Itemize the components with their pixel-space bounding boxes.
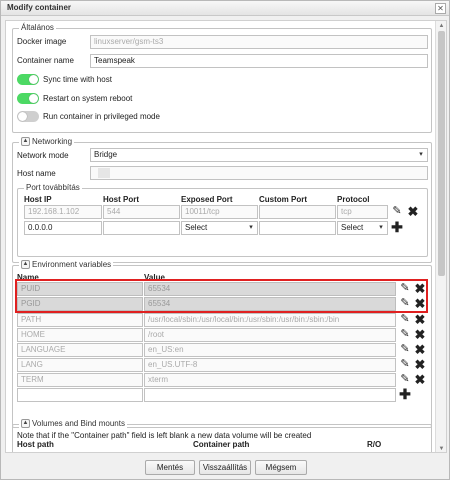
host-name-obscured [98, 168, 110, 178]
network-mode-label: Network mode [17, 151, 69, 160]
docker-image-label: Docker image [17, 37, 67, 46]
docker-image-field: linuxserver/gsm-ts3 [90, 35, 428, 49]
restart-label: Restart on system reboot [43, 94, 133, 103]
env-legend-text: Environment variables [32, 260, 112, 269]
env-value-language: en_US:en [144, 343, 396, 357]
port-host-ip: 192.168.1.102 [24, 205, 102, 219]
edit-icon[interactable]: ✎ [400, 282, 410, 294]
highlight-box [15, 279, 428, 313]
env-name-home: HOME [17, 328, 143, 342]
col-custom-port: Custom Port [259, 195, 307, 204]
scroll-thumb[interactable] [438, 31, 445, 276]
collapse-icon[interactable]: ▲ [22, 420, 29, 427]
privileged-toggle[interactable] [17, 111, 39, 122]
scroll-up-icon[interactable]: ▲ [438, 23, 445, 29]
host-name-label: Host name [17, 169, 56, 178]
env-legend [19, 260, 113, 269]
chevron-down-icon: ▾ [249, 224, 253, 231]
port-forward-legend: Port továbbítás [26, 183, 80, 192]
remove-icon[interactable]: ✖ [414, 296, 426, 311]
edit-icon[interactable]: ✎ [400, 358, 410, 370]
env-value-path: /usr/local/sbin:/usr/local/bin:/usr/sbin:/usr/bin:/sbin:/bin [144, 313, 396, 327]
volumes-legend [19, 419, 127, 428]
remove-icon[interactable]: ✖ [414, 357, 426, 372]
edit-icon[interactable]: ✎ [400, 373, 410, 385]
save-button[interactable]: Mentés [145, 460, 195, 475]
dialog-content [5, 20, 447, 453]
env-value-lang: en_US.UTF-8 [144, 358, 396, 372]
port-exposed-port: 10011/tcp [181, 205, 258, 219]
remove-icon[interactable]: ✖ [414, 327, 426, 342]
cancel-button[interactable]: Mégsem [255, 460, 307, 475]
exposed-select-value: Select [185, 223, 208, 232]
env-value-header: Value [144, 273, 165, 282]
vertical-scrollbar[interactable] [435, 21, 446, 453]
add-port-icon[interactable]: ✚ [391, 219, 403, 235]
port-host-port: 544 [103, 205, 180, 219]
env-value-pgid: 65534 [144, 297, 396, 311]
protocol-select-value: Select [341, 223, 364, 232]
collapse-icon[interactable]: ▲ [22, 138, 29, 145]
scroll-area [6, 21, 436, 453]
env-value-puid: 65534 [144, 282, 396, 296]
network-mode-select[interactable] [90, 148, 428, 162]
networking-legend [19, 137, 74, 146]
privileged-label: Run container in privileged mode [43, 112, 160, 121]
chevron-down-icon: ▾ [379, 224, 383, 231]
edit-icon[interactable]: ✎ [392, 205, 402, 217]
container-name-label: Container name [17, 56, 74, 65]
volumes-legend-text: Volumes and Bind mounts [32, 419, 125, 428]
new-env-name-input[interactable] [17, 388, 143, 402]
add-env-icon[interactable]: ✚ [399, 386, 411, 402]
port-protocol: tcp [337, 205, 388, 219]
volumes-note: Note that if the "Container path" field is left blank a new data volume will be created [17, 431, 312, 440]
revert-button[interactable]: Visszaállítás [199, 460, 251, 475]
env-name-puid: PUID [17, 282, 143, 296]
sync-time-label: Sync time with host [43, 75, 112, 84]
networking-legend-text: Networking [32, 137, 73, 146]
remove-icon[interactable]: ✖ [414, 312, 426, 327]
edit-icon[interactable]: ✎ [400, 297, 410, 309]
remove-icon[interactable]: ✖ [414, 372, 426, 387]
col-ro: R/O [367, 440, 382, 449]
env-name-pgid: PGID [17, 297, 143, 311]
host-name-field [90, 166, 428, 180]
remove-icon[interactable]: ✖ [414, 342, 426, 357]
sync-time-toggle[interactable] [17, 74, 39, 85]
network-mode-value: Bridge [94, 150, 118, 159]
new-port-custom-input[interactable] [259, 221, 336, 235]
env-name-lang: LANG [17, 358, 143, 372]
port-custom-port [259, 205, 336, 219]
new-port-host-port-input[interactable] [103, 221, 180, 235]
remove-icon[interactable]: ✖ [414, 281, 426, 296]
env-name-language: LANGUAGE [17, 343, 143, 357]
dialog-footer [1, 456, 449, 480]
new-port-exposed-select[interactable] [181, 221, 258, 235]
env-name-term: TERM [17, 373, 143, 387]
new-port-protocol-select[interactable] [337, 221, 388, 235]
scroll-down-icon[interactable]: ▼ [438, 446, 445, 452]
restart-toggle[interactable] [17, 93, 39, 104]
edit-icon[interactable]: ✎ [400, 328, 410, 340]
col-host-ip: Host IP [24, 195, 52, 204]
collapse-icon[interactable]: ▲ [22, 261, 29, 268]
col-protocol: Protocol [337, 195, 370, 204]
container-name-input[interactable]: Teamspeak [90, 54, 428, 68]
new-env-value-input[interactable] [144, 388, 396, 402]
env-value-term: xterm [144, 373, 396, 387]
chevron-down-icon: ▾ [419, 151, 423, 158]
new-port-host-ip-input[interactable]: 0.0.0.0 [24, 221, 102, 235]
general-legend: Általános [21, 23, 54, 32]
env-name-path: PATH [17, 313, 143, 327]
dialog-titlebar[interactable] [1, 1, 449, 16]
env-name-header: Name [17, 273, 39, 282]
env-value-home: /root [144, 328, 396, 342]
col-exposed-port: Exposed Port [181, 195, 233, 204]
col-host-port: Host Port [103, 195, 139, 204]
remove-icon[interactable]: ✖ [407, 204, 419, 219]
edit-icon[interactable]: ✎ [400, 343, 410, 355]
dialog-title: Modify container [7, 3, 72, 12]
col-container-path: Container path [193, 440, 250, 449]
close-icon[interactable]: ✕ [435, 3, 446, 14]
edit-icon[interactable]: ✎ [400, 313, 410, 325]
col-host-path: Host path [17, 440, 54, 449]
